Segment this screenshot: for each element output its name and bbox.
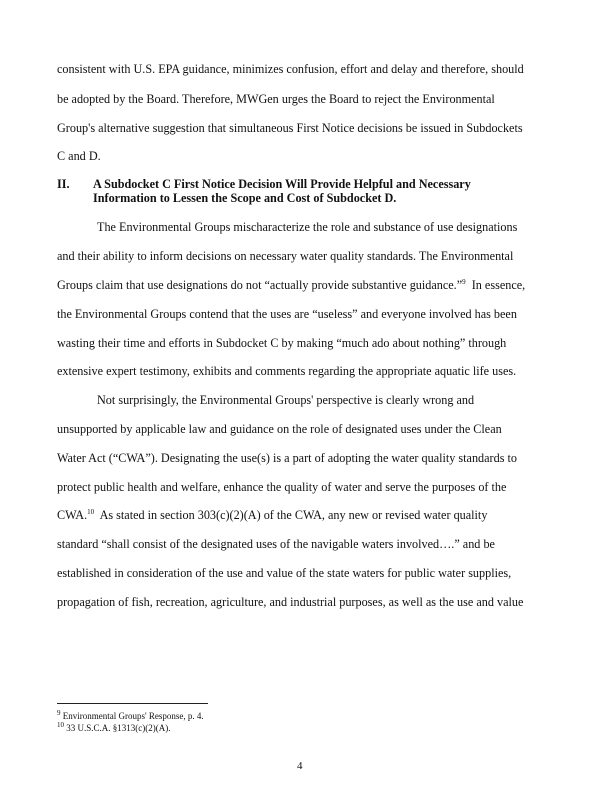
footnote-10 [57, 723, 170, 733]
para1-line-4: C and D. [57, 149, 101, 163]
para3-line-5-tail: As stated in section 303(c)(2)(A) of the CWA, any new or revised water quality [99, 508, 488, 522]
para2-line-3-text: Groups claim that use designations do not “actually provide substantive guidance.” [57, 278, 463, 292]
para3-line-2: unsupported by applicable law and guidance on the role of designated uses under the Clean [57, 422, 502, 436]
para3-line-4: protect public health and welfare, enhance the quality of water and serve the purposes of the [57, 480, 507, 494]
para1-line-2: be adopted by the Board. Therefore, MWGen urges the Board to reject the Environmental [57, 92, 495, 106]
para2-line-2: and their ability to inform decisions on necessary water quality standards. The Environmental [57, 249, 514, 263]
section-number: II. [57, 177, 70, 191]
para2-line-4: the Environmental Groups contend that the uses are “useless” and everyone involved has been [57, 307, 517, 321]
footnote-9 [57, 711, 204, 721]
para1-line-3: Group's alternative suggestion that simultaneous First Notice decisions be issued in Subdockets [57, 121, 523, 135]
para3-line-3: Water Act (“CWA”). Designating the use(s) is a part of adopting the water quality standards to [57, 451, 517, 465]
para3-line-6: standard “shall consist of the designated uses of the navigable waters involved….” and be [57, 537, 495, 551]
footnote-10-text: 33 U.S.C.A. §1313(c)(2)(A). [64, 723, 171, 733]
para2-line-1: The Environmental Groups mischaracterize the role and substance of use designations [97, 220, 518, 234]
footnote-ref-10: 10 [87, 507, 95, 516]
para2-line-6: extensive expert testimony, exhibits and comments regarding the appropriate aquatic life uses. [57, 364, 517, 378]
para3-line-5 [57, 508, 487, 522]
footnote-divider [57, 703, 208, 704]
para3-line-7: established in consideration of the use and value of the state waters for public water supplies, [57, 566, 512, 580]
section-heading-line-1: A Subdocket C First Notice Decision Will Provide Helpful and Necessary [93, 177, 471, 191]
para2-line-5: wasting their time and efforts in Subdocket C by making “much ado about nothing” through [57, 336, 507, 350]
para2-line-3 [57, 278, 525, 292]
para3-line-5-text: CWA. [57, 508, 88, 522]
footnote-9-text: Environmental Groups' Response, p. 4. [60, 711, 204, 721]
para3-line-8: propagation of fish, recreation, agriculture, and industrial purposes, as well as the use and value [57, 595, 524, 609]
footnote-10-mark: 10 [57, 721, 64, 729]
page-number: 4 [297, 760, 303, 772]
para2-line-3-tail: In essence, [471, 278, 526, 292]
footnote-ref-9: 9 [462, 277, 466, 286]
para3-line-1: Not surprisingly, the Environmental Groups' perspective is clearly wrong and [97, 393, 475, 407]
section-heading-line-2: Information to Lessen the Scope and Cost of Subdocket D. [93, 191, 397, 205]
para1-line-1: consistent with U.S. EPA guidance, minimizes confusion, effort and delay and therefore, should [57, 62, 524, 76]
footnote-9-mark: 9 [57, 709, 61, 717]
